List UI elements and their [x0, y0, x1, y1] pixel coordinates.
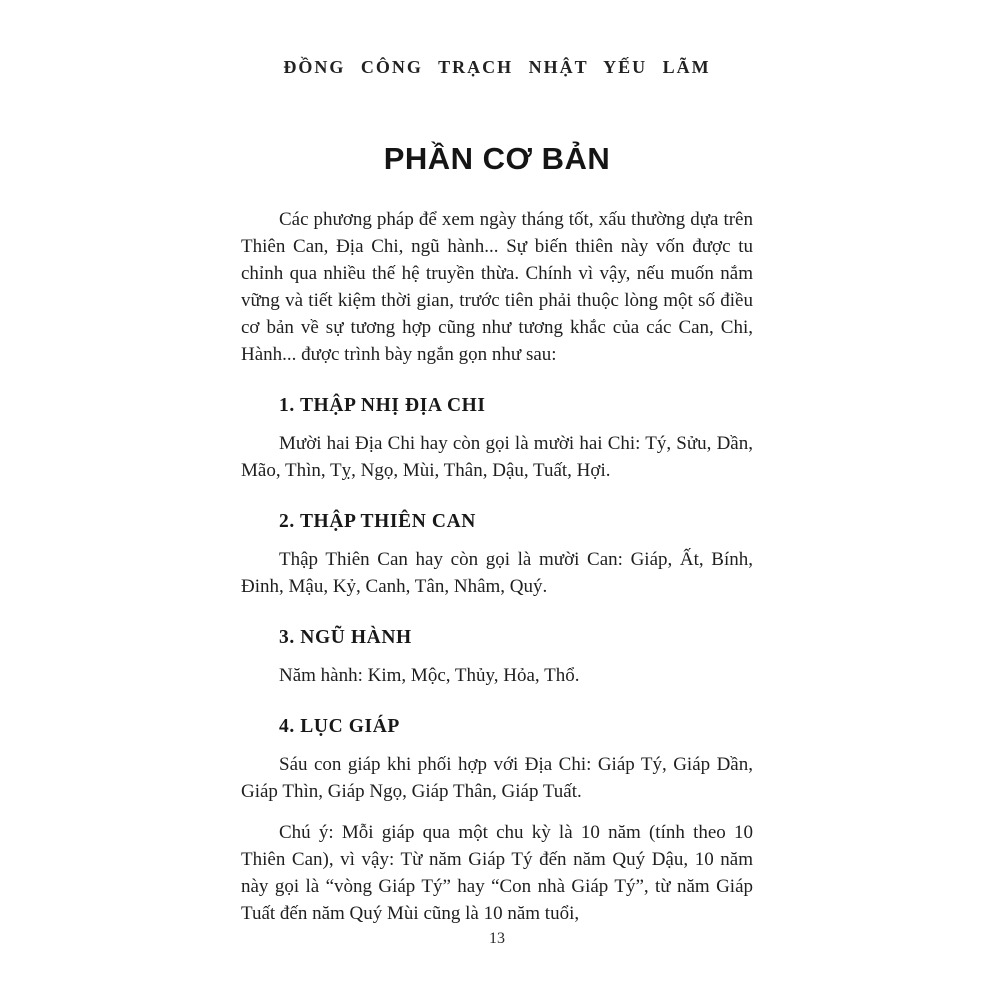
page-content: [241, 206, 753, 927]
page-number: 13: [489, 930, 505, 947]
section-body-ngu-hanh: Năm hành: Kim, Mộc, Thủy, Hỏa, Thổ.: [279, 665, 580, 686]
section-heading-ngu-hanh: 3. NGŨ HÀNH: [279, 627, 412, 648]
section-body-luc-giap: Sáu con giáp khi phối hợp với Địa Chi: Giáp Tý, Giáp Dần, Giáp Thìn, Giáp Ngọ, Giáp Thân, Giáp Tuất.: [241, 754, 753, 802]
section-heading-thap-nhi-dia-chi: 1. THẬP NHỊ ĐỊA CHI: [279, 395, 486, 416]
section-body-thap-thien-can: Thập Thiên Can hay còn gọi là mười Can: Giáp, Ất, Bính, Đinh, Mậu, Kỷ, Canh, Tân, Nhâm, Quý.: [241, 549, 753, 597]
intro-paragraph: Các phương pháp để xem ngày tháng tốt, xấu thường dựa trên Thiên Can, Địa Chi, ngũ hành... Sự biến thiên này vốn được tu chỉnh qua nhiều thế hệ truyền thừa. Chính vì vậy, nếu muốn nắm vững và tiết kiệm thời gian, trước tiên phải thuộc lòng một số điều cơ bản về sự tương hợp cũng như tương khắc của các Can, Chi, Hành... được trình bày ngắn gọn như sau:: [241, 209, 753, 365]
note-paragraph: Chú ý: Mỗi giáp qua một chu kỳ là 10 năm (tính theo 10 Thiên Can), vì vậy: Từ năm Giáp Tý đến năm Quý Dậu, 10 năm này gọi là “vòng Giáp Tý” hay “Con nhà Giáp Tý”, từ năm Giáp Tuất đến năm Quý Mùi cũng là 10 năm tuổi,: [241, 822, 753, 924]
section-heading-luc-giap: 4. LỤC GIÁP: [279, 716, 400, 737]
section-heading-thap-thien-can: 2. THẬP THIÊN CAN: [279, 511, 476, 532]
running-head: ĐỒNG CÔNG TRẠCH NHẬT YẾU LÃM: [283, 57, 711, 77]
page-title: PHẦN CƠ BẢN: [383, 141, 611, 176]
section-body-thap-nhi-dia-chi: Mười hai Địa Chi hay còn gọi là mười hai Chi: Tý, Sửu, Dần, Mão, Thìn, Tỵ, Ngọ, Mùi, Thân, Dậu, Tuất, Hợi.: [241, 433, 753, 481]
